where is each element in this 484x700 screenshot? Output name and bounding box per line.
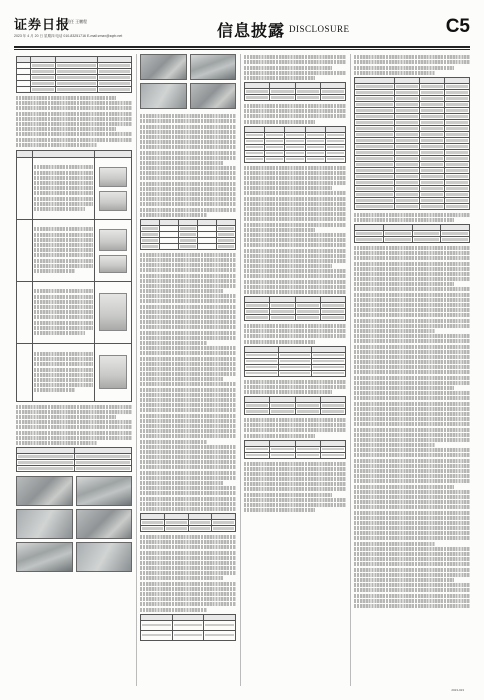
project-photo (16, 476, 73, 506)
column-2 (140, 54, 236, 644)
guarantee-table (244, 346, 346, 377)
masthead-rule-thin (14, 49, 470, 50)
photo-grid (140, 54, 236, 109)
pledge-table (354, 224, 470, 243)
subsidiary-table (354, 77, 470, 210)
project-photo (76, 476, 133, 506)
announcement-number: 2023-023 (451, 688, 464, 692)
product-table (16, 150, 132, 402)
column-4 (354, 54, 470, 609)
project-photo (76, 542, 133, 572)
editor-credit: 责任 王鹏程 (66, 19, 88, 24)
column-divider (350, 54, 351, 686)
project-photo (16, 542, 73, 572)
factory-photo (140, 83, 187, 109)
financial-table (140, 219, 236, 250)
column-divider (240, 54, 241, 686)
page-number: C5 (445, 16, 470, 37)
factory-photo (190, 83, 237, 109)
project-table (16, 56, 132, 93)
capital-table (244, 396, 346, 415)
project-photo (16, 509, 73, 539)
section-title: 信息披露 (217, 21, 286, 40)
indicator-table (244, 126, 346, 163)
remuneration-table (244, 440, 346, 459)
photo-grid (16, 476, 132, 572)
disclosure-table (140, 513, 236, 532)
factory-photo (140, 54, 187, 80)
summary-table (16, 447, 132, 472)
shareholder-table (140, 614, 236, 641)
column-divider (136, 54, 137, 686)
masthead (14, 14, 474, 44)
related-party-table (244, 296, 346, 321)
section-title-english: DISCLOSURE (289, 24, 350, 34)
results-table (244, 82, 346, 101)
column-3 (244, 54, 346, 513)
factory-photo (190, 54, 237, 80)
project-photo (76, 509, 133, 539)
masthead-meta: 2023 年 4 月 20 日 星期四 电话 010-83251716 E-mail:zmzx@zqrb.net (14, 34, 123, 38)
column-1 (16, 54, 132, 572)
newspaper-logo: 证券日报 (14, 18, 71, 33)
masthead-rule (14, 46, 470, 48)
